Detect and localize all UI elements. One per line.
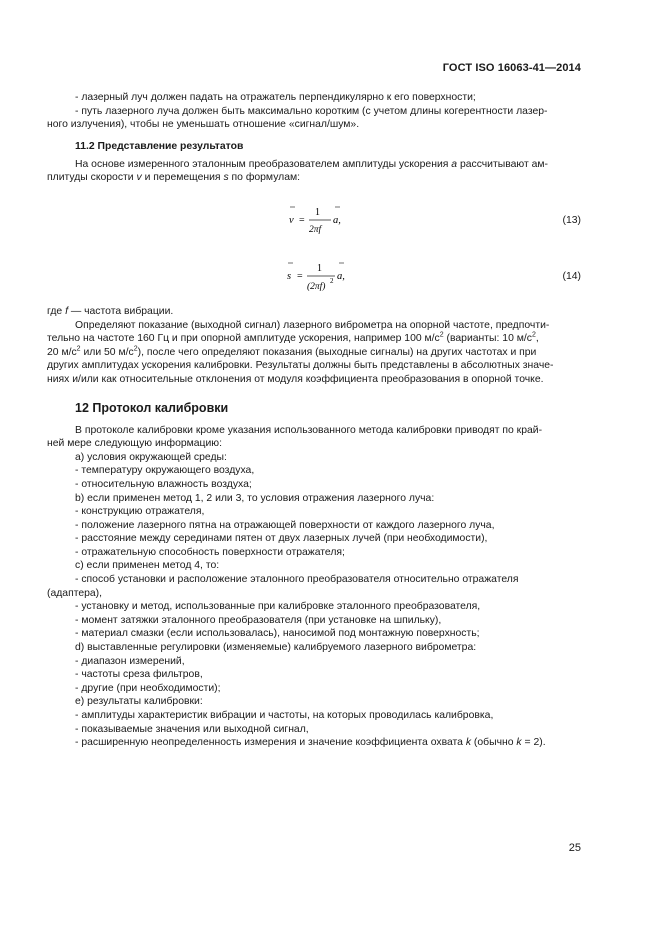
formula-13-number: (13) (562, 214, 581, 226)
list-item: - отражательную способность поверхности отражателя; (75, 546, 345, 558)
section-11-2-para-line-1: На основе измеренного эталонным преобразователем амплитуды ускорения a рассчитывают ам- (75, 158, 548, 170)
page-number: 25 (568, 842, 581, 854)
page-body (47, 91, 581, 750)
formula-13-lhs: v (289, 214, 294, 226)
list-item: c) если применен метод 4, то: (75, 560, 220, 572)
symbol-acceleration: a (451, 158, 458, 170)
formula-14-eq: = (297, 270, 303, 282)
list-item-wrapped-line-2: (адаптера), (47, 587, 103, 599)
list-item: - показываемые значения или выходной сигнал, (75, 723, 309, 735)
section-11-2-para-line-2: плитуды скорости v и перемещения s по формулам: (47, 172, 301, 184)
formula-13-denominator: 2πf (309, 224, 322, 235)
list-item: - положение лазерного пятна на отражающей поверхности от каждого лазерного луча, (75, 519, 495, 531)
formula-14-expression (285, 255, 365, 299)
where-clause: где f — частота вибрации. (47, 305, 174, 317)
formula-14-denominator: (2πf) (307, 281, 326, 292)
list-item: a) условия окружающей среды: (75, 451, 227, 463)
formula-14-denominator-exponent: 2 (330, 276, 334, 285)
list-item: - диапазон измерений, (75, 655, 185, 667)
list-item: b) если применен метод 1, 2 или 3, то условия отражения лазерного луча: (75, 492, 435, 504)
section-12-heading: 12 Протокол калибровки (75, 400, 229, 415)
formula-13 (47, 199, 581, 243)
results-para-line-2: тельно на частоте 160 Гц и при опорной амплитуде ускорения, например 100 $м/с^2$ (варианты: 10 $м/с^2$, (47, 331, 539, 345)
list-item: - частоты среза фильтров, (75, 669, 203, 681)
list-item-wrapped-line-1: - способ установки и расположение эталонного преобразователя относительно отражателя (75, 574, 519, 586)
intro-bullet-2a: - путь лазерного луча должен быть максимально коротким (с учетом длины когерентности лазер- (75, 105, 548, 117)
list-item: - другие (при необходимости); (75, 682, 221, 694)
results-para-line-5: ниях и/или как относительные отклонения от модуля коэффициента преобразования в опорной точке. (47, 373, 544, 385)
list-item: - относительную влажность воздуха; (75, 478, 252, 490)
formula-13-rhs: a, (333, 214, 341, 226)
results-para-line-3: 20 $м/с^2$ или 50 $м/с^2$), после чего определяют показания (выходные сигналы) на других частотах и при (47, 345, 537, 358)
formula-14-number: (14) (562, 270, 581, 282)
list-item: - установку и метод, использованные при калибровке эталонного преобразователя, (75, 601, 481, 613)
results-para-line-1: Определяют показание (выходной сигнал) лазерного виброметра на опорной частоте, предпочти- (75, 319, 550, 331)
formula-13-expression (287, 199, 367, 243)
intro-bullet-2b: ного излучения), чтобы не уменьшать отношение «сигнал/шум». (47, 119, 360, 131)
list-item: - амплитуды характеристик вибрации и частоты, на которых проводилась калибровка, (75, 710, 494, 721)
list-item: - момент затяжки эталонного преобразователя (при установке на шпильку), (75, 614, 442, 626)
intro-bullet-1: - лазерный луч должен падать на отражатель перпендикулярно к его поверхности; (75, 92, 476, 103)
formula-14-numerator: 1 (317, 262, 322, 274)
symbol-displacement: s (223, 172, 229, 184)
symbol-velocity: v (136, 172, 142, 184)
formula-14 (47, 255, 581, 299)
section-12-intro-line-2: ней мере следующую информацию: (47, 438, 222, 450)
list-item: - температуру окружающего воздуха, (75, 465, 255, 477)
formula-14-lhs: s (287, 270, 292, 282)
formula-14-rhs: a, (337, 270, 345, 282)
section-12-intro-line-1: В протоколе калибровки кроме указания использованного метода калибровки приводят по край- (75, 424, 543, 436)
page-header: ГОСТ ISO 16063-41—2014 (442, 62, 581, 74)
section-11-2-heading: 11.2 Представление результатов (75, 140, 244, 152)
list-item-last: - расширенную неопределенность измерения и значение коэффициента охвата k (обычно k = 2). (75, 737, 546, 749)
symbol-frequency: f (65, 305, 68, 317)
list-item: d) выставленные регулировки (изменяемые) калибруемого лазерного виброметра: (75, 642, 477, 654)
formula-13-numerator: 1 (315, 206, 320, 218)
results-para-line-4: других амплитудах ускорения калибровки. Результаты должны быть представлены в абсолютных значе- (47, 360, 554, 372)
list-item: e) результаты калибровки: (75, 696, 203, 708)
list-item: - материал смазки (если использовалась), наносимой под монтажную поверхность; (75, 628, 480, 640)
list-item: - расстояние между серединами пятен от двух лазерных лучей (при необходимости), (75, 533, 488, 545)
list-item: - конструкцию отражателя, (75, 506, 205, 518)
formula-13-eq: = (299, 214, 305, 226)
